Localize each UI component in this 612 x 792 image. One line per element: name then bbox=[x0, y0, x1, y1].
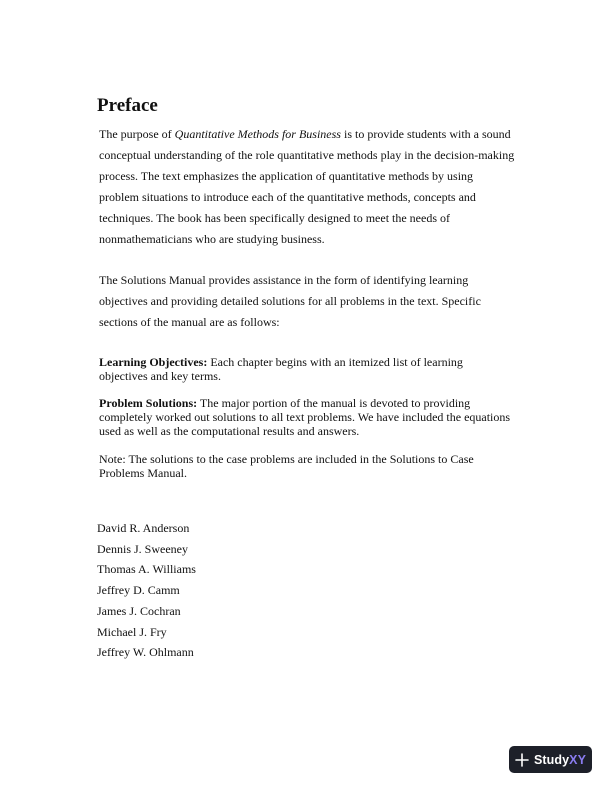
solutions-manual-paragraph bbox=[99, 270, 481, 333]
author-name: Jeffrey D. Camm bbox=[97, 583, 180, 598]
author-list bbox=[97, 518, 196, 663]
page-title: Preface bbox=[97, 95, 158, 116]
intro-line: problem situations to introduce each of the quantitative methods, concepts and bbox=[99, 190, 476, 204]
author-name: David R. Anderson bbox=[97, 521, 190, 535]
plus-icon bbox=[515, 753, 529, 767]
learning-objectives-paragraph: Learning Objectives: Each chapter begins with an itemized list of learning objectives and key terms. bbox=[99, 355, 463, 383]
author-name: James J. Cochran bbox=[97, 603, 181, 618]
studyxy-logo bbox=[509, 746, 592, 773]
solutions-manual-line: objectives and providing detailed solutions for all problems in the text. Specific bbox=[99, 294, 481, 308]
learning-objectives-label: Learning Objectives: bbox=[99, 355, 208, 369]
logo-text: StudyXY bbox=[533, 752, 587, 767]
author-name: Dennis J. Sweeney bbox=[97, 541, 188, 556]
intro-paragraph bbox=[99, 124, 539, 250]
intro-line: process. The text emphasizes the application of quantitative methods by using bbox=[99, 169, 474, 183]
author-name: Thomas A. Williams bbox=[97, 562, 196, 577]
note-paragraph: Note: The solutions to the case problems are included in the Solutions to Case Problems Manual. bbox=[99, 452, 474, 480]
author-name: Jeffrey W. Ohlmann bbox=[97, 645, 194, 660]
solutions-manual-line: The Solutions Manual provides assistance in the form of identifying learning bbox=[99, 273, 469, 287]
solutions-manual-line: sections of the manual are as follows: bbox=[99, 315, 280, 329]
intro-line: The purpose of Quantitative Methods for Business is to provide students with a sound bbox=[99, 127, 511, 141]
author-name: Michael J. Fry bbox=[97, 624, 167, 639]
problem-solutions-paragraph: Problem Solutions: The major portion of the manual is devoted to providing completely worked out solutions to all text problems. We have included the equations used as well as the computational results and answers. bbox=[99, 396, 511, 438]
intro-line: conceptual understanding of the role quantitative methods play in the decision-making bbox=[99, 148, 515, 162]
intro-line: techniques. The book has been specifically designed to meet the needs of bbox=[99, 211, 450, 225]
problem-solutions-label: Problem Solutions: bbox=[99, 396, 198, 410]
book-title: Quantitative Methods for Business bbox=[174, 127, 341, 141]
intro-line: nonmathematicians who are studying business. bbox=[99, 232, 325, 246]
